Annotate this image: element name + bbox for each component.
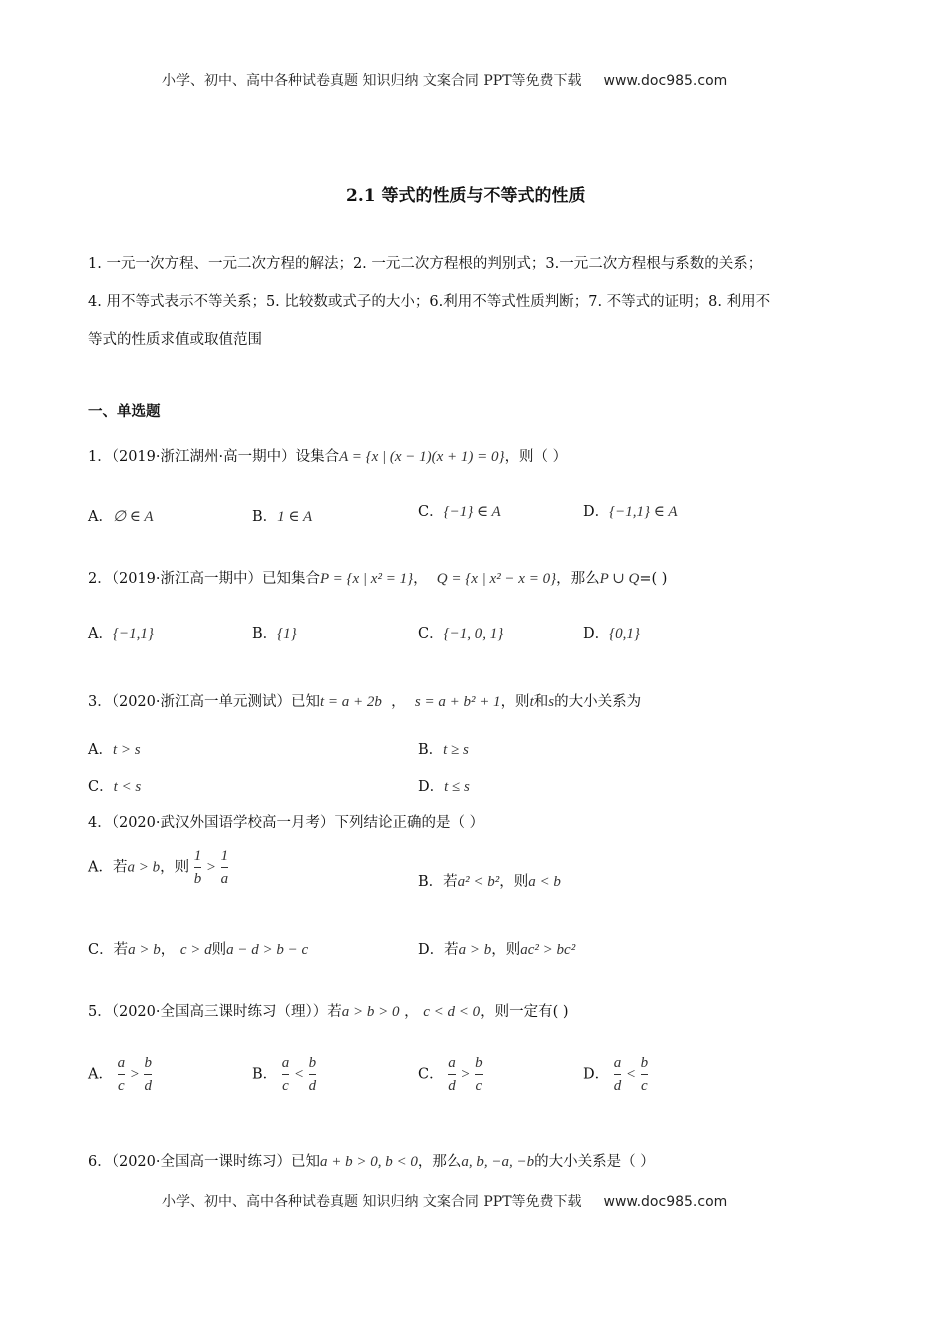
option-math: a < b: [528, 874, 561, 890]
option-label: B．: [252, 626, 278, 642]
q3-mid: ，则: [500, 694, 530, 710]
denominator: b: [194, 867, 202, 890]
q1-option-d[interactable]: [583, 500, 678, 521]
q5-option-b[interactable]: [252, 1052, 316, 1097]
q6-text: 6．（2020·全国高一课时练习）已知: [88, 1154, 320, 1170]
option-cond: a > b: [128, 942, 161, 958]
footer-text: 小学、初中、高中各种试卷真题 知识归纳 文案合同 PPT等免费下载: [162, 1194, 582, 1210]
numerator: a: [448, 1055, 456, 1071]
fraction: [118, 1052, 126, 1097]
q5-option-d[interactable]: [583, 1052, 648, 1097]
header-site[interactable]: www.doc985.com: [603, 73, 728, 89]
q1-tail: ，则（ ）: [504, 449, 568, 465]
q1-math: A = {x | (x − 1)(x + 1) = 0}: [339, 449, 505, 465]
denominator: d: [144, 1074, 152, 1097]
option-cond: a > b: [458, 942, 492, 958]
denominator: d: [309, 1074, 317, 1097]
option-math: ac² > bc²: [520, 942, 576, 958]
question-3: [88, 690, 641, 711]
q3-var-t: t: [529, 694, 534, 710]
question-4: 4．（2020·武汉外国语学校高一月考）下列结论正确的是（ ）: [88, 815, 485, 831]
option-then: ，则: [491, 942, 521, 958]
option-label: C．: [418, 1066, 444, 1083]
option-label: A．若: [88, 859, 128, 876]
q5-paren: ( ): [552, 1004, 569, 1020]
q2-option-b[interactable]: [252, 622, 297, 643]
fraction: [221, 845, 229, 890]
q5-tail: ，则一定有: [480, 1004, 553, 1020]
q3-var-s: s: [548, 694, 555, 710]
option-label: B．: [252, 1066, 278, 1083]
option-math: {−1,1}: [112, 626, 154, 642]
q3-tail: 的大小关系为: [554, 694, 642, 710]
q1-text: 1．（2019·浙江湖州·高一期中）设集合: [88, 449, 340, 465]
option-then: ，则: [160, 859, 190, 876]
q3-option-a[interactable]: [88, 738, 141, 759]
option-label: D．: [583, 504, 610, 520]
q1-option-a[interactable]: [88, 505, 154, 526]
numerator: b: [475, 1055, 483, 1071]
option-then: ，则: [499, 874, 529, 890]
option-math: t < s: [113, 779, 142, 795]
q4-option-b[interactable]: [418, 870, 561, 891]
option-math: {0,1}: [609, 626, 640, 642]
denominator: c: [641, 1074, 649, 1097]
q2-option-d[interactable]: [583, 622, 640, 643]
q2-option-c[interactable]: [418, 622, 503, 643]
option-math: t ≤ s: [444, 779, 470, 795]
operator: <: [293, 1066, 304, 1083]
fraction: [475, 1052, 483, 1097]
option-label: D．: [583, 626, 610, 642]
section-heading: 一、单选题: [88, 403, 161, 420]
q1-option-b[interactable]: [252, 505, 312, 526]
option-math: t ≥ s: [443, 742, 469, 758]
q5-math-2: c < d < 0: [423, 1004, 481, 1020]
option-label: C．: [418, 626, 444, 642]
option-label: A．: [88, 742, 113, 758]
option-cond: a² < b²: [457, 874, 500, 890]
option-label: B．: [418, 742, 444, 758]
q3-option-d[interactable]: [418, 775, 470, 796]
option-math: {−1, 0, 1}: [443, 626, 504, 642]
q6-mid: ，那么: [417, 1154, 462, 1170]
question-5: [88, 1000, 569, 1021]
numerator: b: [144, 1055, 152, 1071]
fraction: [309, 1052, 317, 1097]
q6-math-1: a + b > 0, b < 0: [320, 1154, 418, 1170]
q4-option-c[interactable]: [88, 938, 308, 959]
option-label: A．: [88, 509, 113, 525]
page-footer: [162, 1191, 727, 1211]
q2-tail-1: ，那么: [556, 571, 600, 587]
q6-math-2: a, b, −a, −b: [461, 1154, 535, 1170]
denominator: c: [118, 1074, 126, 1097]
numerator: b: [308, 1055, 317, 1071]
numerator: a: [613, 1055, 622, 1071]
q4-option-a[interactable]: [88, 845, 228, 890]
operator: <: [625, 1066, 636, 1083]
option-math: t > s: [112, 742, 141, 758]
operator: >: [205, 859, 216, 876]
option-label: D．若: [418, 942, 459, 958]
q5-sep: ，: [404, 1004, 419, 1020]
q3-sep: ，: [391, 694, 406, 710]
option-label: A．: [88, 626, 113, 642]
q2-math-3: P ∪ Q: [599, 571, 640, 587]
q6-tail: 的大小关系是（ ）: [534, 1154, 655, 1170]
option-label: D．: [418, 779, 445, 795]
q3-math-2: s = a + b² + 1: [414, 694, 501, 710]
numerator: 1: [220, 848, 229, 864]
denominator: c: [282, 1074, 290, 1097]
page-header: [162, 70, 727, 90]
option-math: {1}: [277, 626, 297, 642]
fraction: [641, 1052, 649, 1097]
option-sep: ，: [160, 942, 176, 958]
q3-option-c[interactable]: [88, 775, 141, 796]
option-math: {−1,1} ∈ A: [609, 504, 678, 520]
option-then: 则: [211, 942, 227, 958]
option-math: {−1} ∈ A: [443, 504, 501, 520]
q5-option-c[interactable]: [418, 1052, 483, 1097]
operator: >: [460, 1066, 471, 1083]
option-math: 1 ∈ A: [277, 509, 313, 525]
numerator: a: [117, 1055, 126, 1071]
denominator: c: [475, 1074, 483, 1097]
fraction: [614, 1052, 622, 1097]
option-math: a − d > b − c: [226, 942, 309, 958]
option-label: A．: [88, 1066, 113, 1083]
fraction: [144, 1052, 152, 1097]
question-2: [88, 567, 667, 588]
option-label: C．若: [88, 942, 129, 958]
numerator: b: [640, 1055, 649, 1071]
footer-site[interactable]: www.doc985.com: [603, 1194, 728, 1210]
q5-math-1: a > b > 0: [341, 1004, 400, 1020]
q5-text: 5．（2020·全国高三课时练习（理））若: [88, 1004, 342, 1020]
q2-text: 2．（2019·浙江高一期中）已知集合: [88, 571, 320, 587]
numerator: a: [281, 1055, 290, 1071]
q4-option-d[interactable]: [418, 938, 575, 959]
q3-text: 3．（2020·浙江高一单元测试）已知: [88, 694, 320, 710]
page-title: 2.1 等式的性质与不等式的性质: [346, 186, 586, 206]
q1-option-c[interactable]: [418, 500, 501, 521]
q2-tail-2: =( ): [639, 571, 668, 587]
denominator: d: [614, 1074, 622, 1097]
q3-option-b[interactable]: [418, 738, 469, 759]
option-label: C．: [418, 504, 444, 520]
q2-math-1: P = {x | x² = 1}: [320, 571, 414, 587]
q5-option-a[interactable]: [88, 1052, 152, 1097]
option-label: D．: [583, 1066, 610, 1083]
option-cond: a > b: [127, 859, 161, 876]
q3-math-1: t = a + 2b: [320, 694, 382, 710]
fraction: [448, 1052, 456, 1097]
question-6: [88, 1150, 655, 1171]
intro-line-2: 4. 用不等式表示不等关系；5. 比较数或式子的大小；6.利用不等式性质判断；7. 不等式的证明；8. 利用不: [88, 294, 771, 310]
intro-line-1: 1. 一元一次方程、一元二次方程的解法；2. 一元二次方程根的判别式；3.一元二次方程根与系数的关系；: [88, 256, 763, 272]
option-math: ∅ ∈ A: [112, 509, 154, 525]
intro-line-3: 等式的性质求值或取值范围: [88, 332, 262, 348]
option-cond: c > d: [179, 942, 212, 958]
numerator: 1: [193, 848, 202, 864]
q2-sep: ，: [413, 571, 428, 587]
operator: >: [129, 1066, 140, 1083]
fraction: [282, 1052, 290, 1097]
q2-option-a[interactable]: [88, 622, 154, 643]
knowledge-points: [88, 245, 770, 359]
question-1: [88, 445, 567, 466]
denominator: d: [448, 1074, 456, 1097]
option-label: B．: [252, 509, 278, 525]
header-text: 小学、初中、高中各种试卷真题 知识归纳 文案合同 PPT等免费下载: [162, 73, 582, 89]
fraction: [194, 845, 202, 890]
q2-math-2: Q = {x | x² − x = 0}: [436, 571, 557, 587]
denominator: a: [221, 867, 229, 890]
q3-and: 和: [533, 694, 549, 710]
option-label: B．若: [418, 874, 458, 890]
option-label: C．: [88, 779, 114, 795]
